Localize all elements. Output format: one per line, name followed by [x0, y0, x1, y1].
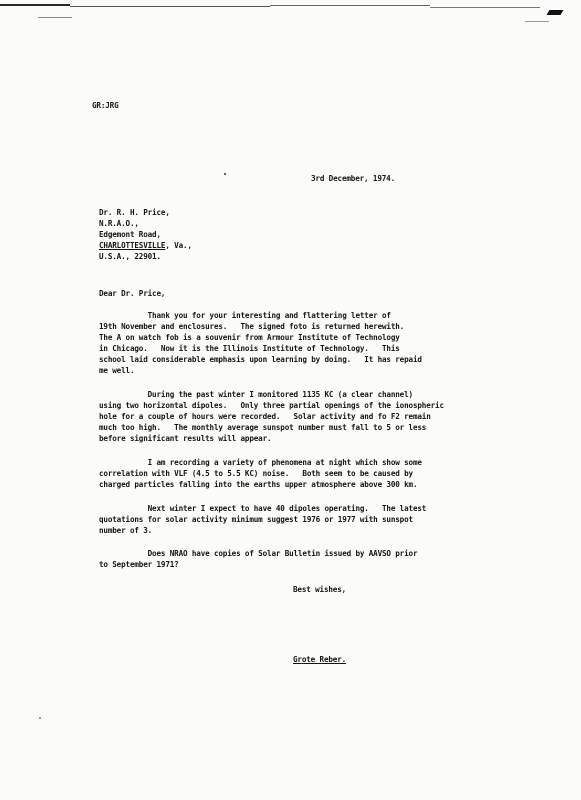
paragraph-line: Thank you for your interesting and flattering letter of — [99, 311, 391, 320]
reference-code: GR:JRG — [92, 101, 119, 110]
recipient-state: , Va., — [165, 241, 192, 250]
paragraph-line: quotations for solar activity minimum suggest 1976 or 1977 with sunspot — [99, 515, 413, 524]
recipient-street: Edgemont Road, — [99, 230, 161, 239]
scan-artifact-top — [430, 7, 540, 8]
paragraph-3 — [99, 457, 422, 490]
scan-speck — [39, 717, 41, 719]
salutation: Dear Dr. Price, — [99, 289, 166, 298]
paragraph-4 — [99, 503, 426, 536]
scan-artifact-top — [525, 21, 549, 22]
recipient-name: Dr. R. H. Price, — [99, 208, 170, 217]
paragraph-line: school laid considerable emphasis upon learning by doing. It has repaid — [99, 355, 422, 364]
scan-artifact-top — [270, 5, 430, 6]
paragraph-line: before significant results will appear. — [99, 434, 272, 443]
paragraph-line: to September 1971? — [99, 560, 179, 569]
paragraph-line: 19th November and enclosures. The signed foto is returned herewith. — [99, 322, 405, 331]
recipient-org: N.R.A.O., — [99, 219, 139, 228]
paragraph-line: much too high. The monthly average sunspot number must fall to 5 or less — [99, 423, 427, 432]
paragraph-5 — [99, 548, 417, 570]
paragraph-line: During the past winter I monitored 1135 KC (a clear channel) — [99, 390, 413, 399]
paragraph-line: Next winter I expect to have 40 dipoles operating. The latest — [99, 504, 427, 513]
paragraph-1 — [99, 310, 422, 376]
letter-date: 3rd December, 1974. — [311, 174, 396, 183]
scan-artifact-top — [70, 6, 270, 7]
recipient-city-line — [99, 240, 192, 251]
paragraph-line: Does NRAO have copies of Solar Bulletin issued by AAVSO prior — [99, 549, 418, 558]
recipient-country: U.S.A., 22901. — [99, 252, 161, 261]
scan-artifact-top — [0, 4, 70, 6]
recipient-city: CHARLOTTESVILLE — [99, 241, 166, 250]
paragraph-line: The A on watch fob is a souvenir from Armour Institute of Technology — [99, 333, 400, 342]
paragraph-line: in Chicago. Now it is the Illinois Institute of Technology. This — [99, 344, 400, 353]
paragraph-line: me well. — [99, 366, 135, 375]
paragraph-line: using two horizontal dipoles. Only three partial openings of the ionospheric — [99, 401, 444, 410]
signature: Grote Reber. — [293, 655, 347, 664]
paragraph-line: hole for a couple of hours were recorded. Solar activity and fo F2 remain — [99, 412, 431, 421]
scan-artifact-top — [547, 10, 564, 15]
paragraph-line: number of 3. — [99, 526, 153, 535]
paragraph-line: charged particles falling into the earths upper atmosphere above 300 km. — [99, 480, 418, 489]
paragraph-line: I am recording a variety of phenomena at night which show some — [99, 458, 422, 467]
paragraph-2 — [99, 389, 444, 444]
closing: Best wishes, — [293, 585, 347, 594]
scan-artifact-top — [38, 17, 72, 18]
paragraph-line: correlation with VLF (4.5 to 5.5 KC) noise. Both seem to be caused by — [99, 469, 413, 478]
scan-speck — [224, 173, 226, 175]
